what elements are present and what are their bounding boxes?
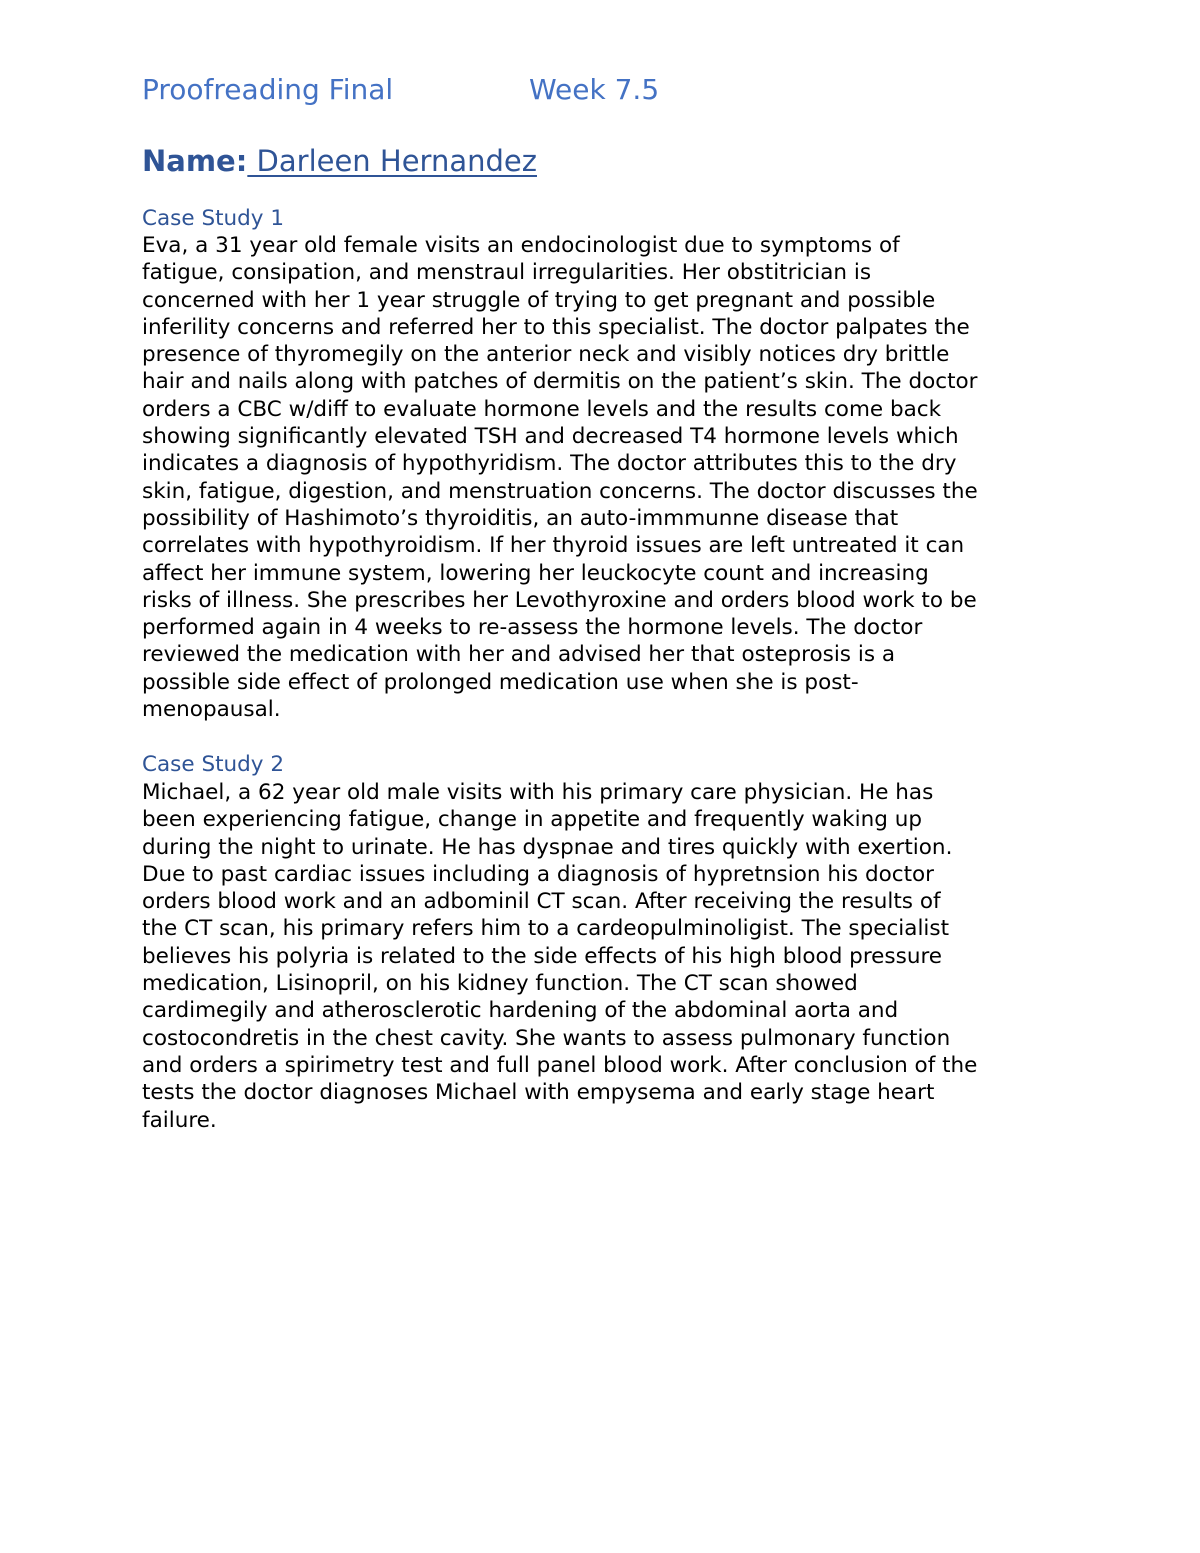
paragraph-line: possibility of Hashimoto’s thyroiditis, an auto-immmunne disease that [142,505,899,531]
paragraph-line: costocondretis in the chest cavity. She wants to assess pulmonary function [142,1025,951,1051]
paragraph-line: medication, Lisinopril, on his kidney function. The CT scan showed [142,971,858,997]
paragraph-line: showing significantly elevated TSH and decreased T4 hormone levels which [142,424,959,450]
case-study-2-body [142,779,1082,1134]
paragraph-line: affect her immune system, lowering her leuckocyte count and increasing [142,560,929,586]
paragraph-line: believes his polyria is related to the side effects of his high blood pressure [142,943,943,969]
document-title: Proofreading Final [142,73,394,106]
case-study-1-body [142,232,1082,723]
student-name-row [142,140,1082,182]
paragraph-line: cardimegily and atherosclerotic hardening of the abdominal aorta and [142,998,899,1024]
paragraph-line: correlates with hypothyroidism. If her thyroid issues are left untreated it can [142,533,965,559]
document-week-label: Week 7.5 [529,73,660,106]
paragraph-line: risks of illness. She prescribes her Levothyroxine and orders blood work to be [142,587,977,613]
paragraph-line: indicates a diagnosis of hypothyridism. The doctor attributes this to the dry [142,451,957,477]
paragraph-line: inferility concerns and referred her to this specialist. The doctor palpates the [142,314,970,340]
paragraph-line: possible side effect of prolonged medication use when she is post- [142,669,859,695]
paragraph-line: skin, fatigue, digestion, and menstruation concerns. The doctor discusses the [142,478,978,504]
paragraph-line: and orders a spirimetry test and full panel blood work. After conclusion of the [142,1052,978,1078]
paragraph-line: during the night to urinate. He has dyspnae and tires quickly with exertion. [142,834,953,860]
name-label: Name: [142,144,248,178]
paragraph-line: orders a CBC w/diff to evaluate hormone levels and the results come back [142,396,942,422]
case-study-2-heading: Case Study 2 [142,752,285,777]
paragraph-line: Due to past cardiac issues including a diagnosis of hypretnsion his doctor [142,861,934,887]
paragraph-line: failure. [142,1107,217,1133]
case-study-1-heading: Case Study 1 [142,206,285,231]
paragraph-line: hair and nails along with patches of dermitis on the patient’s skin. The doctor [142,369,978,395]
paragraph-line: concerned with her 1 year struggle of trying to get pregnant and possible [142,287,936,313]
paragraph-line: been experiencing fatigue, change in appetite and frequently waking up [142,807,922,833]
paragraph-line: performed again in 4 weeks to re-assess the hormone levels. The doctor [142,615,923,641]
paragraph-line: fatigue, consipation, and menstraul irregularities. Her obstitrician is [142,260,872,286]
paragraph-line: Eva, a 31 year old female visits an endocinologist due to symptoms of [142,233,900,258]
paragraph-line: Michael, a 62 year old male visits with his primary care physician. He has [142,780,934,805]
paragraph-line: reviewed the medication with her and advised her that osteprosis is a [142,642,896,668]
paragraph-line: tests the doctor diagnoses Michael with empysema and early stage heart [142,1080,935,1106]
paragraph-line: menopausal. [142,697,281,723]
document-title-row [142,70,1082,110]
paragraph-line: the CT scan, his primary refers him to a cardeopulminoligist. The specialist [142,916,950,942]
paragraph-line: orders blood work and an adbominil CT scan. After receiving the results of [142,889,941,915]
paragraph-line: presence of thyromegily on the anterior neck and visibly notices dry brittle [142,342,950,368]
student-name: Darleen Hernandez [247,144,537,178]
